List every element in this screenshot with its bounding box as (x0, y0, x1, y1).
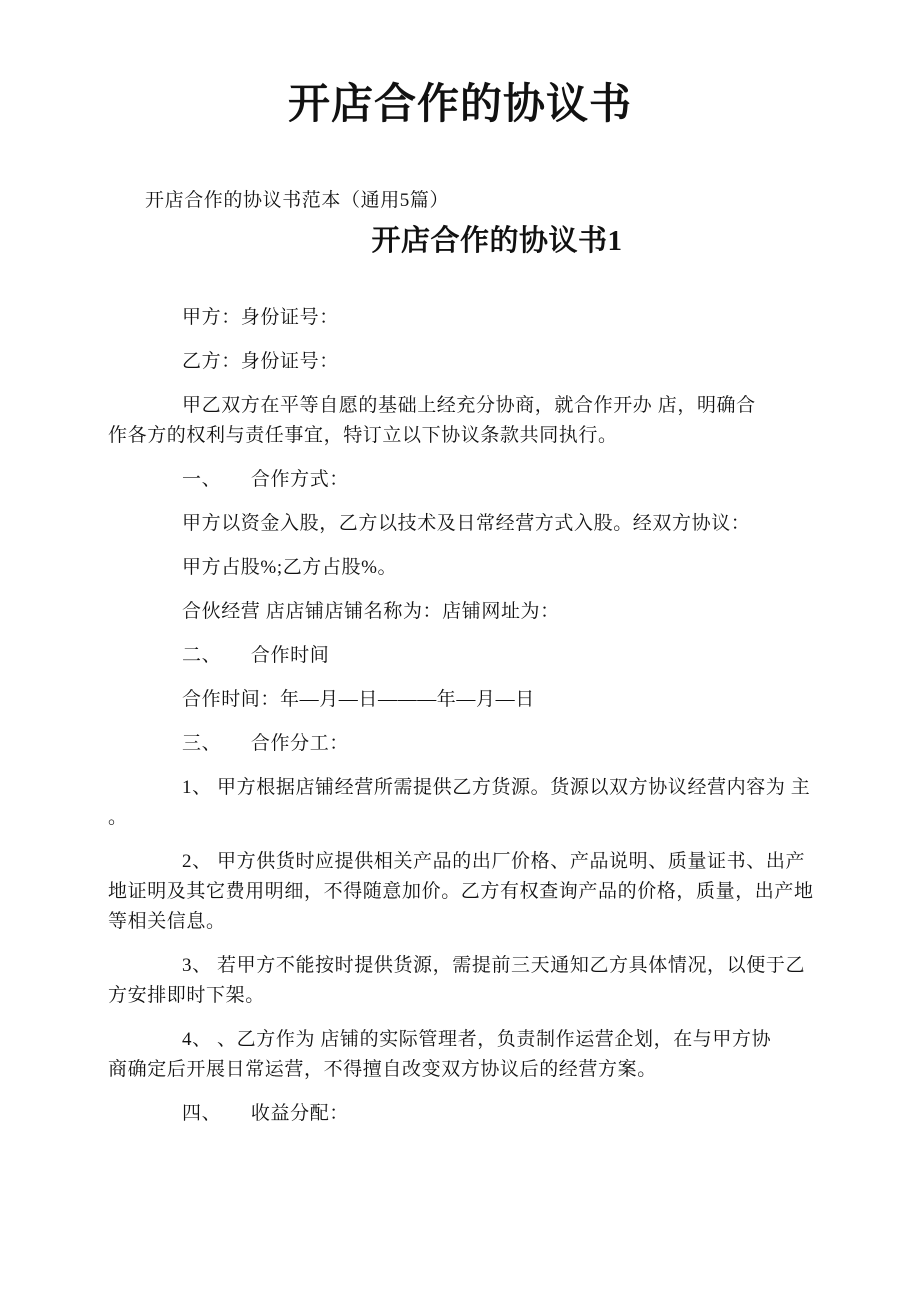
paragraph-line: 乙方：身份证号： (182, 351, 339, 372)
paragraph-line: 商确定后开展日常运营，不得擅自改变双方协议后的经营方案。 (108, 1059, 657, 1080)
paragraph-line: 。 (108, 807, 128, 828)
paragraph (108, 597, 812, 627)
paragraph (108, 391, 812, 451)
paragraph (108, 347, 812, 377)
paragraph-line: 甲方占股%;乙方占股%。 (182, 557, 398, 578)
paragraph (108, 1099, 812, 1129)
paragraph-line: 2、 甲方供货时应提供相关产品的出厂价格、产品说明、质量证书、出产 (182, 851, 806, 872)
paragraph (108, 773, 812, 833)
paragraph (108, 729, 812, 759)
paragraph-line: 二、 合作时间 (182, 645, 330, 666)
paragraph-line: 一、 合作方式： (182, 469, 349, 490)
paragraph (108, 951, 812, 1011)
section-heading: 开店合作的协议书1 (371, 225, 623, 257)
paragraph-line: 甲方：身份证号： (182, 307, 339, 328)
paragraph-line: 三、 合作分工： (182, 733, 349, 754)
paragraph (108, 509, 812, 539)
paragraph-line: 合伙经营 店店铺店铺名称为：店铺网址为： (182, 601, 560, 622)
paragraph-line: 甲方以资金入股，乙方以技术及日常经营方式入股。经双方协议： (182, 513, 751, 534)
paragraph (108, 847, 812, 937)
paragraph-line: 四、 收益分配： (182, 1103, 349, 1124)
paragraph (108, 1025, 812, 1085)
paragraph-line: 甲乙双方在平等自愿的基础上经充分协商，就合作开办 店，明确合 (182, 395, 756, 416)
paragraph-line: 方安排即时下架。 (108, 985, 265, 1006)
document-title: 开店合作的协议书 (287, 82, 632, 128)
paragraph-line: 地证明及其它费用明细，不得随意加价。乙方有权查询产品的价格，质量，出产地 (108, 881, 814, 902)
paragraph-line: 合作时间：年—月—日———年—月—日 (182, 689, 535, 710)
paragraph-line: 4、 、乙方作为 店铺的实际管理者，负责制作运营企划，在与甲方协 (182, 1029, 772, 1050)
paragraph-line: 3、 若甲方不能按时提供货源，需提前三天通知乙方具体情况，以便于乙 (182, 955, 806, 976)
document-body (108, 303, 812, 1129)
paragraph-line: 等相关信息。 (108, 911, 226, 932)
paragraph-line: 1、 甲方根据店铺经营所需提供乙方货源。货源以双方协议经营内容为 主 (182, 777, 811, 798)
paragraph-line: 作各方的权利与责任事宜，特订立以下协议条款共同执行。 (108, 425, 618, 446)
document-subtitle: 开店合作的协议书范本（通用5篇） (145, 190, 450, 211)
paragraph (108, 465, 812, 495)
paragraph (108, 303, 812, 333)
paragraph (108, 553, 812, 583)
paragraph (108, 641, 812, 671)
paragraph (108, 685, 812, 715)
